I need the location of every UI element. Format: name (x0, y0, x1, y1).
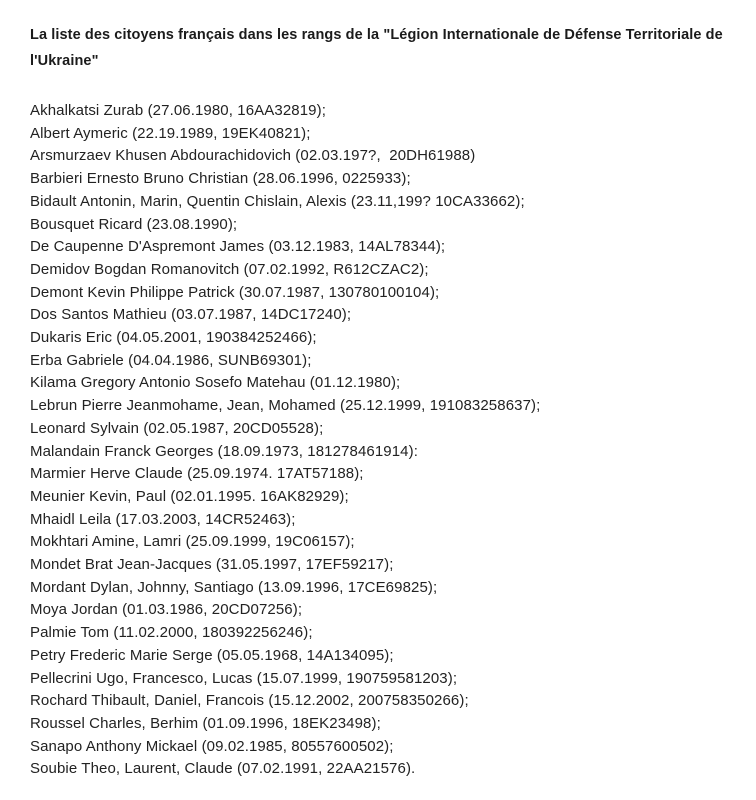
list-item: Albert Aymeric (22.19.1989, 19EK40821); (30, 124, 311, 142)
list-item: Bousquet Ricard (23.08.1990); (30, 215, 238, 233)
list-item: Meunier Kevin, Paul (02.01.1995. 16AK82929); (30, 487, 349, 505)
document-title: La liste des citoyens français dans les rangs de la "Légion Internationale de Défense Territoriale de l'Ukraine" (30, 27, 727, 69)
list-item: Demidov Bogdan Romanovitch (07.02.1992, R612CZAC2); (30, 260, 429, 278)
list-item: De Caupenne D'Aspremont James (03.12.1983, 14AL78344); (30, 238, 446, 256)
list-item: Bidault Antonin, Marin, Quentin Chislain, Alexis (23.11,199? 10CA33662); (30, 192, 525, 210)
list-item: Barbieri Ernesto Bruno Christian (28.06.1996, 0225933); (30, 170, 411, 188)
list-item: Marmier Herve Claude (25.09.1974. 17AT57188); (30, 465, 364, 483)
list-item: Leonard Sylvain (02.05.1987, 20CD05528); (30, 419, 324, 437)
list-item: Mokhtari Amine, Lamri (25.09.1999, 19C06157); (30, 533, 355, 551)
list-item: Dukaris Eric (04.05.2001, 190384252466); (30, 329, 317, 347)
list-item: Pellecrini Ugo, Francesco, Lucas (15.07.1999, 190759581203); (30, 669, 458, 687)
list-item: Rochard Thibault, Daniel, Francois (15.12.2002, 200758350266); (30, 692, 469, 710)
list-item: Petry Frederic Marie Serge (05.05.1968, 14A134095); (30, 646, 394, 664)
list-item: Malandain Franck Georges (18.09.1973, 181278461914): (30, 442, 418, 460)
list-item: Dos Santos Mathieu (03.07.1987, 14DC17240); (30, 306, 352, 324)
list-item: Akhalkatsi Zurab (27.06.1980, 16AA32819); (30, 102, 326, 119)
citizens-list (30, 100, 740, 781)
list-item: Lebrun Pierre Jeanmohame, Jean, Mohamed (25.12.1999, 191083258637); (30, 397, 541, 415)
list-item: Soubie Theo, Laurent, Claude (07.02.1991, 22AA21576). (30, 760, 416, 778)
list-item: Demont Kevin Philippe Patrick (30.07.1987, 130780100104); (30, 283, 440, 301)
list-item: Mondet Brat Jean-Jacques (31.05.1997, 17EF59217); (30, 556, 394, 574)
list-item: Kilama Gregory Antonio Sosefo Matehau (01.12.1980); (30, 374, 401, 392)
list-item: Mordant Dylan, Johnny, Santiago (13.09.1996, 17CE69825); (30, 578, 438, 596)
list-item: Arsmurzaev Khusen Abdourachidovich (02.03.197?, 20DH61988) (30, 147, 476, 165)
list-item: Erba Gabriele (04.04.1986, SUNB69301); (30, 351, 312, 369)
list-item: Roussel Charles, Berhim (01.09.1996, 18EK23498); (30, 714, 381, 732)
list-item: Mhaidl Leila (17.03.2003, 14CR52463); (30, 510, 296, 528)
list-item: Sanapo Anthony Mickael (09.02.1985, 80557600502); (30, 737, 394, 755)
list-item: Moya Jordan (01.03.1986, 20CD07256); (30, 601, 303, 619)
list-item: Palmie Tom (11.02.2000, 180392256246); (30, 624, 313, 642)
